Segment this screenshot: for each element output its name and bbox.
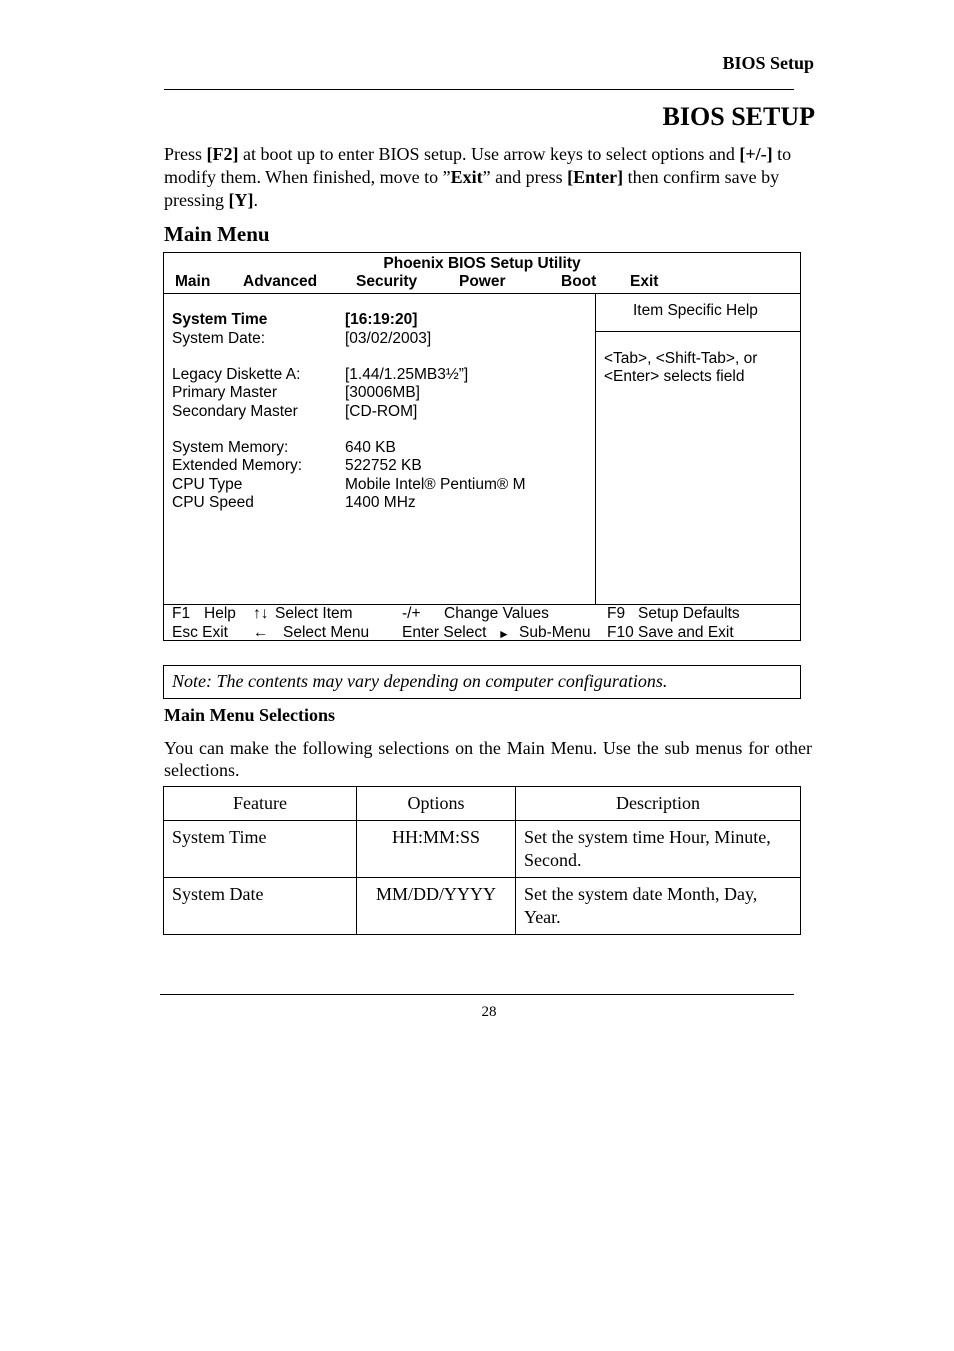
table-header: Description <box>516 787 801 821</box>
field-value-primary-master: [30006MB] <box>345 384 420 401</box>
table-row <box>164 878 801 935</box>
footer-setup-defaults: Setup Defaults <box>638 605 740 622</box>
footer-f10-save: F10 Save and Exit <box>607 624 734 641</box>
field-label-primary-master: Primary Master <box>172 384 278 401</box>
pointer-right-icon: ► <box>498 627 510 641</box>
table-header: Feature <box>164 787 357 821</box>
table-cell-description: Set the system time Hour, Minute, Second. <box>516 821 801 878</box>
bios-help-divider <box>595 293 596 605</box>
footer-f9-key: F9 <box>607 605 626 622</box>
footer-change-values: Change Values <box>444 605 549 622</box>
footer-enter-select: Enter Select <box>402 624 487 641</box>
table-cell-options: MM/DD/YYYY <box>357 878 516 935</box>
field-value-extended-memory: 522752 KB <box>345 457 422 474</box>
field-value-secondary-master: [CD-ROM] <box>345 403 418 420</box>
selections-heading: Main Menu Selections <box>164 705 335 725</box>
table-cell-options: HH:MM:SS <box>357 821 516 878</box>
bios-menu-main: Main <box>175 273 211 290</box>
footer-f1-key: F1 <box>172 605 191 622</box>
selections-paragraph: You can make the following selections on the Main Menu. Use the sub menus for other selections. <box>164 738 812 780</box>
field-label-cpu-type: CPU Type <box>172 476 243 493</box>
table-row <box>164 821 801 878</box>
bios-menu-advanced: Advanced <box>243 273 318 290</box>
field-value-cpu-type: Mobile Intel® Pentium® M <box>345 476 526 493</box>
help-title: Item Specific Help <box>633 302 758 319</box>
bios-menu-exit: Exit <box>630 273 659 290</box>
bios-menu-divider <box>164 293 800 294</box>
bios-screen <box>163 252 801 641</box>
footer-select-item: Select Item <box>275 605 353 622</box>
field-label-system-date: System Date: <box>172 330 266 347</box>
field-label-extended-memory: Extended Memory: <box>172 457 303 474</box>
table-header-row <box>164 787 801 821</box>
field-label-system-time: System Time <box>172 311 268 328</box>
footer-select-menu: Select Menu <box>283 624 370 641</box>
left-arrow-icon: ← <box>253 624 269 641</box>
bios-menu-boot: Boot <box>561 273 597 290</box>
section-title: BIOS SETUP <box>662 102 815 131</box>
help-text-line: <Tab>, <Shift-Tab>, or <box>604 350 758 367</box>
bios-utility-title: Phoenix BIOS Setup Utility <box>383 255 581 272</box>
footer-plusminus: -/+ <box>402 605 421 622</box>
bios-menu-power: Power <box>459 273 506 290</box>
field-label-system-memory: System Memory: <box>172 439 289 456</box>
field-label-secondary-master: Secondary Master <box>172 403 298 420</box>
help-text-line: <Enter> selects field <box>604 368 745 385</box>
field-value-system-date: [03/02/2003] <box>345 330 432 347</box>
page-number: 28 <box>481 1004 497 1020</box>
footer-esc-exit: Esc Exit <box>172 624 228 641</box>
field-value-system-memory: 640 KB <box>345 439 396 456</box>
footer-sub-menu: Sub-Menu <box>519 624 591 641</box>
bios-menu-security: Security <box>356 273 418 290</box>
header-rule <box>164 89 794 90</box>
table-header: Options <box>357 787 516 821</box>
field-value-cpu-speed: 1400 MHz <box>345 494 416 511</box>
main-menu-heading: Main Menu <box>164 222 270 246</box>
running-header: BIOS Setup <box>722 53 814 73</box>
selections-table <box>163 786 801 935</box>
note-box: Note: The contents may vary depending on computer configurations. <box>163 665 801 699</box>
field-label-cpu-speed: CPU Speed <box>172 494 254 511</box>
table-cell-description: Set the system date Month, Day, Year. <box>516 878 801 935</box>
field-label-legacy-diskette: Legacy Diskette A: <box>172 366 301 383</box>
footer-help: Help <box>204 605 236 622</box>
updown-arrows-icon: ↑↓ <box>253 605 269 622</box>
field-value-system-time: [16:19:20] <box>345 311 418 328</box>
table-cell-feature: System Date <box>164 878 357 935</box>
table-cell-feature: System Time <box>164 821 357 878</box>
footer-rule <box>160 994 794 995</box>
bios-help-title-divider <box>595 331 800 332</box>
field-value-legacy-diskette: [1.44/1.25MB3½”] <box>345 366 469 383</box>
intro-paragraph: Press [F2] at boot up to enter BIOS setup. Use arrow keys to select options and [+/-] to modify them. When finished, move to ”Exit” and press [Enter] then confirm save by pressing [Y]. <box>164 144 792 210</box>
